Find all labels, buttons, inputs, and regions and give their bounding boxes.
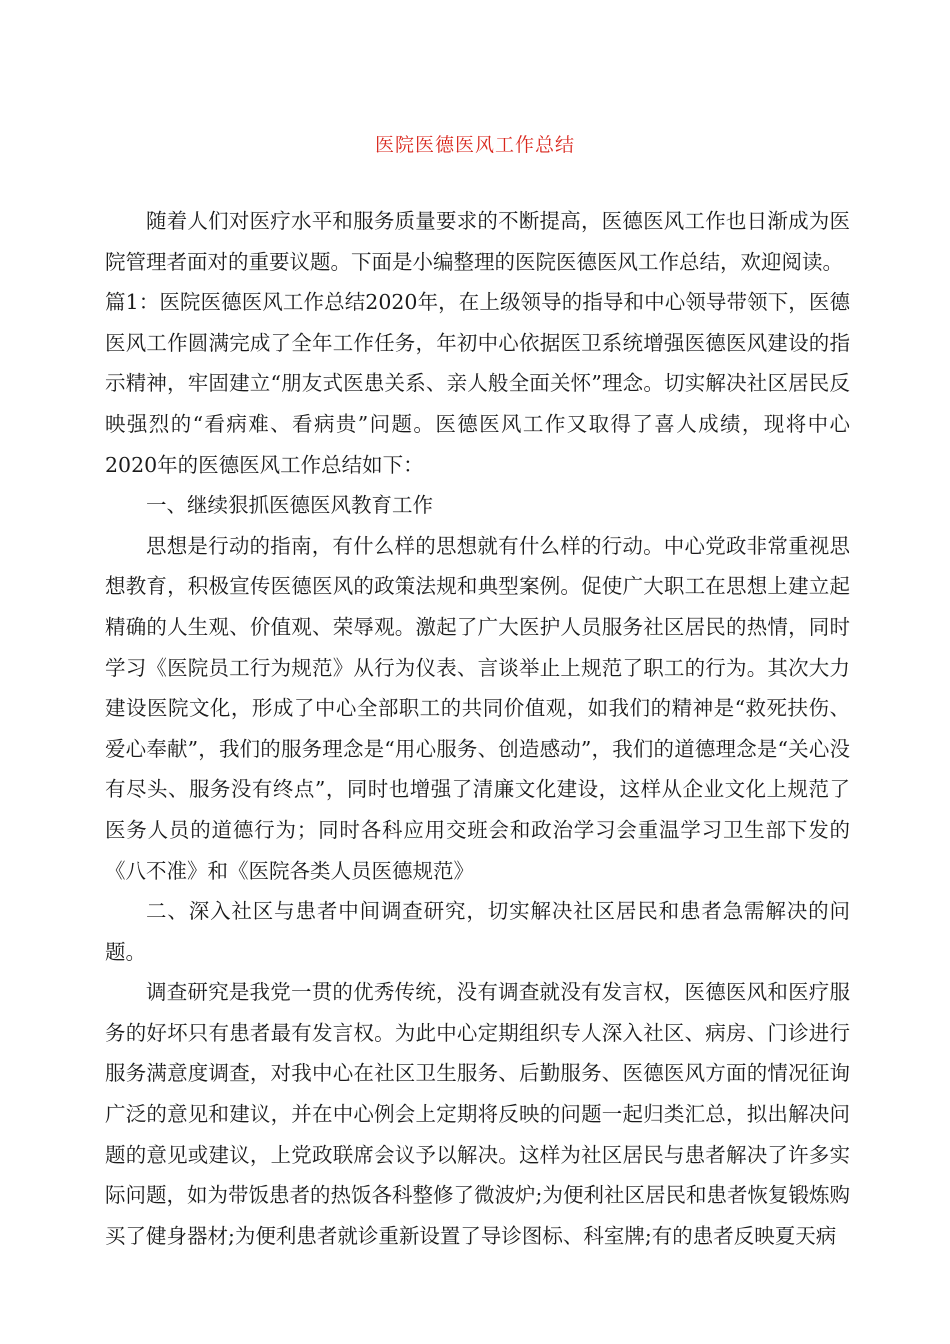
paragraph-section-2: 调查研究是我党一贯的优秀传统，没有调查就没有发言权，医德医风和医疗服务的好坏只有患者最有发言权。为此中心定期组织专人深入社区、病房、门诊进行服务满意度调查，对我中心在社区卫生服务、后勤服务、医德医风方面的情况征询广泛的意见和建议，并在中心例会上定期将反映的问题一起归类汇总，拟出解决问题的意见或建议，上党政联席会议予以解决。这样为社区居民与患者解决了许多实际问题，如为带饭患者的热饭各科整修了微波炉;为便利社区居民和患者恢复锻炼购买了健身器材;为便利患者就诊重新设置了导诊图标、科室牌;有的患者反映夏天病	[105, 980, 850, 1248]
paragraph-intro: 随着人们对医疗水平和服务质量要求的不断提高，医德医风工作也日渐成为医院管理者面对的重要议题。下面是小编整理的医院医德医风工作总结，欢迎阅读。	[105, 209, 850, 274]
section-heading-2: 二、深入社区与患者中间调查研究，切实解决社区居民和患者急需解决的问题。	[105, 899, 850, 964]
document-title: 医院医德医风工作总结	[374, 134, 575, 156]
document-body	[105, 201, 850, 1256]
paragraph-section-1: 思想是行动的指南，有什么样的思想就有什么样的行动。中心党政非常重视思想教育，积极宣传医德医风的政策法规和典型案例。促使广大职工在思想上建立起精确的人生观、价值观、荣辱观。激起了广大医护人员服务社区居民的热情，同时学习《医院员工行为规范》从行为仪表、言谈举止上规范了职工的行为。其次大力建设医院文化，形成了中心全部职工的共同价值观，如我们的精神是“救死扶伤、爱心奉献”，我们的服务理念是“用心服务、创造感动”，我们的道德理念是“关心没有尽头、服务没有终点”，同时也增强了清廉文化建设，这样从企业文化上规范了医务人员的道德行为；同时各科应用交班会和政治学习会重温学习卫生部下发的《八不准》和《医院各类人员医德规范》	[105, 533, 850, 883]
paragraph-part1: 篇1：医院医德医风工作总结2020年，在上级领导的指导和中心领导带领下，医德医风工作圆满完成了全年工作任务，年初中心依据医卫系统增强医德医风建设的指示精神，牢固建立“朋友式医患关系、亲人般全面关怀”理念。切实解决社区居民反映强烈的“看病难、看病贵”问题。医德医风工作又取得了喜人成绩，现将中心2020年的医德医风工作总结如下：	[105, 290, 850, 477]
section-heading-1: 一、继续狠抓医德医风教育工作	[146, 493, 433, 518]
